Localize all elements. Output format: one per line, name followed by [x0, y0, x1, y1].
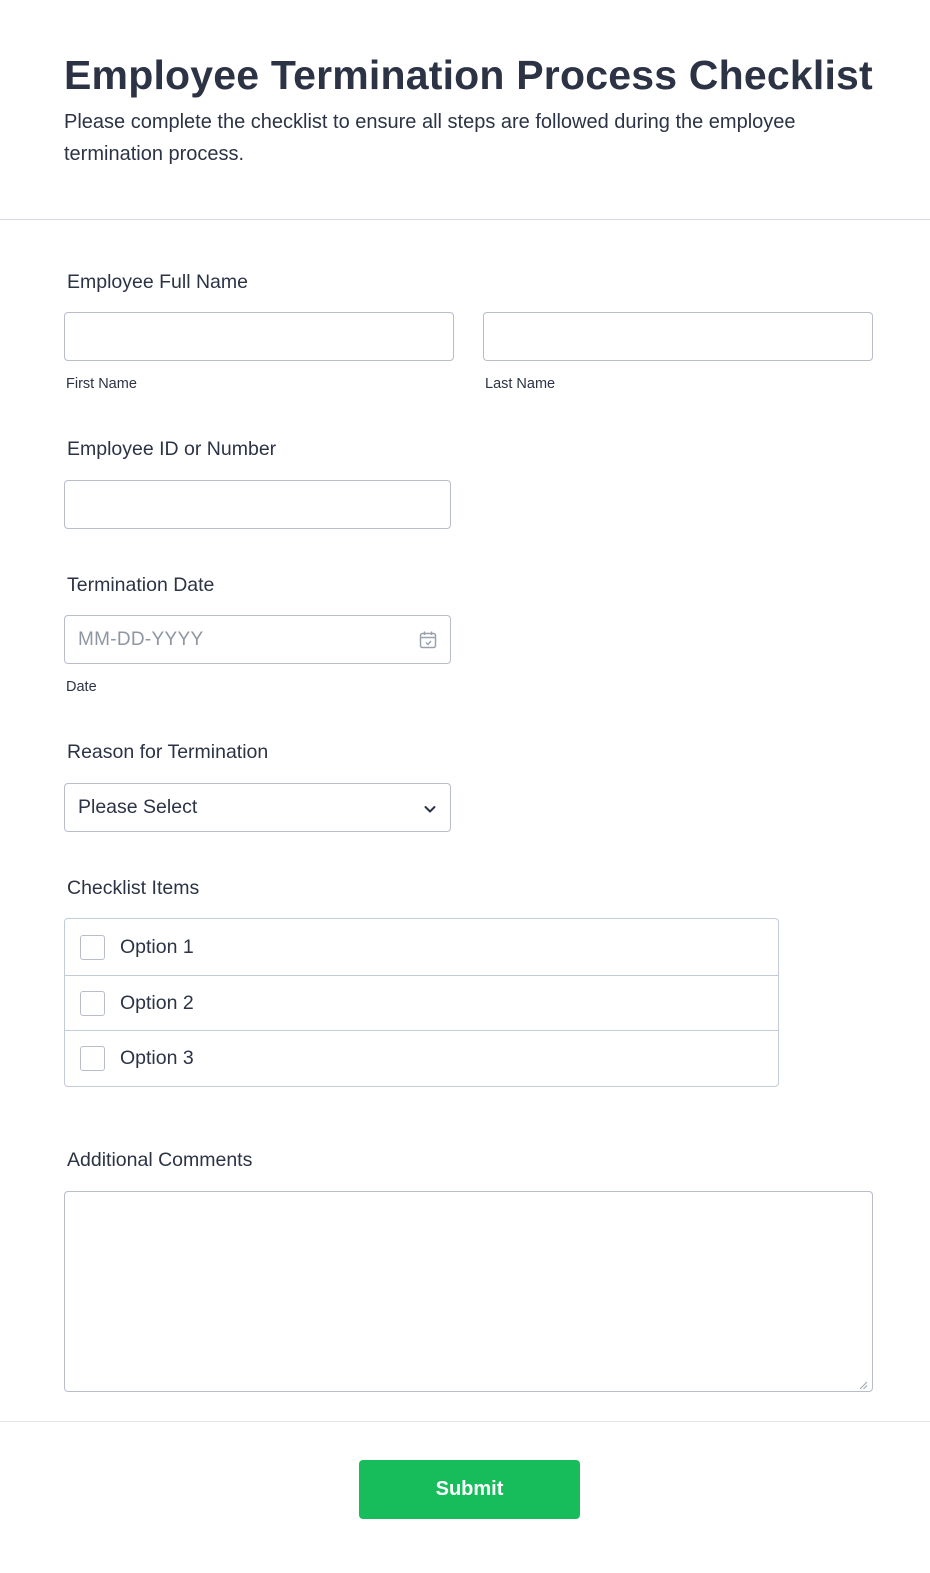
checklist-option-label[interactable]: Option 2 [120, 992, 194, 1014]
employee-id-label: Employee ID or Number [67, 438, 277, 460]
page-subtitle: Please complete the checklist to ensure all steps are followed during the employee termination process. [64, 111, 796, 165]
checklist-option[interactable] [65, 1030, 778, 1086]
checklist-option[interactable] [65, 975, 778, 1031]
chevron-down-icon [422, 801, 438, 817]
resize-handle-icon[interactable] [858, 1377, 868, 1387]
date-sublabel: Date [66, 679, 97, 695]
calendar-icon[interactable] [418, 630, 438, 650]
last-name-input[interactable] [483, 312, 873, 361]
comments-textarea[interactable] [64, 1191, 873, 1392]
page-title: Employee Termination Process Checklist [64, 52, 873, 98]
reason-select[interactable] [64, 783, 451, 832]
checklist-group [64, 918, 779, 1087]
reason-label: Reason for Termination [67, 741, 269, 763]
form-header [0, 0, 930, 220]
checklist-option-label[interactable]: Option 1 [120, 935, 194, 958]
termination-date-input[interactable] [64, 615, 451, 664]
submit-button[interactable]: Submit [359, 1460, 580, 1519]
checklist-option[interactable] [65, 919, 778, 975]
date-placeholder: MM-DD-YYYY [78, 628, 204, 650]
checklist-option-label[interactable]: Option 3 [120, 1047, 194, 1069]
employee-id-input[interactable] [64, 480, 451, 529]
checklist-label: Checklist Items [67, 877, 200, 899]
last-name-sublabel: Last Name [485, 376, 556, 392]
comments-label: Additional Comments [67, 1149, 253, 1171]
first-name-input[interactable] [64, 312, 454, 361]
first-name-sublabel: First Name [66, 376, 137, 392]
termination-date-label: Termination Date [67, 574, 215, 596]
reason-selected-value: Please Select [78, 796, 198, 818]
full-name-label: Employee Full Name [67, 271, 248, 293]
checkbox[interactable] [80, 991, 105, 1016]
footer-divider [0, 1421, 930, 1422]
checkbox[interactable] [80, 935, 105, 960]
checkbox[interactable] [80, 1046, 105, 1071]
